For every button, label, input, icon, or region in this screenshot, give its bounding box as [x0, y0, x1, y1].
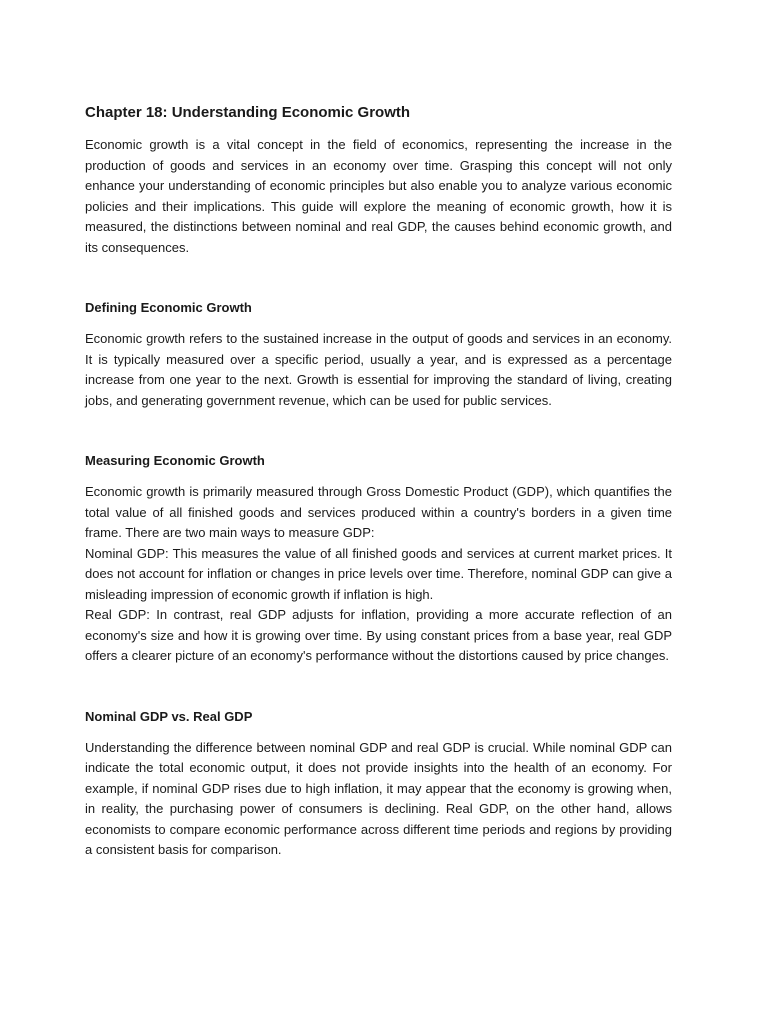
- real-gdp-paragraph: Real GDP: In contrast, real GDP adjusts for inflation, providing a more accurate reflection of an economy's size and how it is growing over time. By using constant prices from a base year, real GDP offers a clearer picture of an economy's performance without the distortions caused by price changes.: [85, 607, 672, 663]
- chapter-title: Chapter 18: Understanding Economic Growth: [85, 104, 411, 121]
- section-defining-growth: [85, 298, 672, 411]
- section-paragraph: Understanding the difference between nominal GDP and real GDP is crucial. While nominal GDP can indicate the total economic output, it does not provide insights into the health of an economy. For example, if nominal GDP rises due to high inflation, it may appear that the economy is growing when, in reality, the purchasing power of consumers is declining. Real GDP, on the other hand, allows economists to compare economic performance across different time periods and regions by providing a consistent basis for comparison.: [85, 739, 672, 857]
- nominal-gdp-paragraph: Nominal GDP: This measures the value of all finished goods and services at current market prices. It does not account for inflation or changes in price levels over time. Therefore, nominal GDP can give a misleading impression of economic growth if inflation is high.: [85, 545, 672, 602]
- section-paragraph: Economic growth refers to the sustained increase in the output of goods and services in an economy. It is typically measured over a specific period, usually a year, and is expressed as a percentage increase from one year to the next. Growth is essential for improving the standard of living, creating jobs, and generating government revenue, which can be used for public services.: [85, 331, 672, 408]
- section-heading: Nominal GDP vs. Real GDP: [85, 708, 253, 724]
- intro-paragraph: Economic growth is a vital concept in the field of economics, representing the increase in the production of goods and services in an economy over time. Grasping this concept will not only enhance your understanding of economic principles but also enable you to analyze various economic policies and their implications. This guide will explore the meaning of economic growth, how it is measured, the distinctions between nominal and real GDP, the causes behind economic growth, and its consequences.: [85, 137, 672, 255]
- section-heading: Defining Economic Growth: [85, 300, 252, 315]
- section-nominal-vs-real: [85, 707, 672, 861]
- section-paragraph: Economic growth is primarily measured through Gross Domestic Product (GDP), which quantifies the total value of all finished goods and services produced within a country's borders in a given time frame. There are two main ways to measure GDP:: [85, 484, 672, 540]
- section-heading: Measuring Economic Growth: [85, 453, 265, 468]
- section-measuring-growth: [85, 451, 672, 667]
